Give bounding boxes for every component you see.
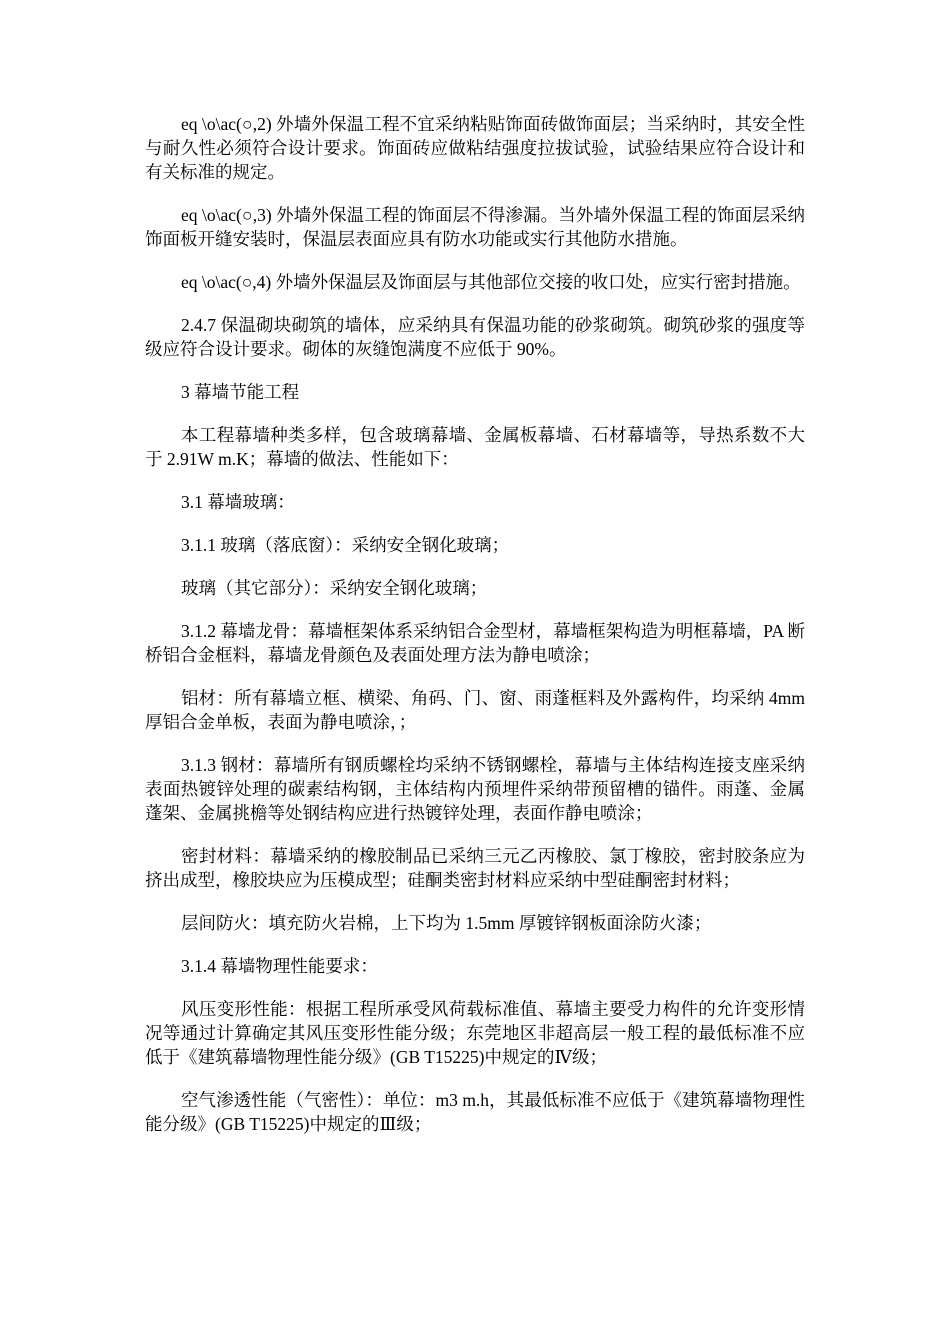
- paragraph-2-4-7: 2.4.7 保温砌块砌筑的墙体，应采纳具有保温功能的砂浆砌筑。砌筑砂浆的强度等级应符合设计要求。砌体的灰缝饱满度不应低于 90%。: [145, 315, 805, 359]
- subsection-heading-3-1-4: 3.1.4 幕墙物理性能要求：: [181, 956, 378, 976]
- document-body: [145, 112, 805, 1136]
- paragraph-3-1-1: 3.1.1 玻璃（落底窗）：采纳安全钢化玻璃；: [181, 535, 510, 555]
- paragraph-wind-pressure: 风压变形性能：根据工程所承受风荷载标准值、幕墙主要受力构件的允许变形情况等通过计算确定其风压变形性能分级；东莞地区非超高层一般工程的最低标准不应低于《建筑幕墙物理性能分级》(GB T15225)中规定的Ⅳ级；: [145, 999, 805, 1067]
- paragraph-facing-tile: eq \o\ac(○,2) 外墙外保温工程不宜采纳粘贴饰面砖做饰面层；当采纳时，其安全性与耐久性必须符合设计要求。饰面砖应做粘结强度拉拔试验，试验结果应符合设计和有关标准的规定。: [145, 114, 805, 182]
- paragraph-3-1-2: 3.1.2 幕墙龙骨：幕墙框架体系采纳铝合金型材，幕墙框架构造为明框幕墙，PA 断桥铝合金框料，幕墙龙骨颜色及表面处理方法为静电喷涂；: [145, 621, 805, 665]
- paragraph-3-1-3: 3.1.3 钢材：幕墙所有钢质螺栓均采纳不锈钢螺栓，幕墙与主体结构连接支座采纳表面热镀锌处理的碳素结构钢，主体结构内预埋件采纳带预留槽的锚件。雨蓬、金属蓬架、金属挑檐等处钢结构应进行热镀锌处理，表面作静电喷涂；: [145, 755, 805, 823]
- paragraph-sealing-edges: eq \o\ac(○,4) 外墙外保温层及饰面层与其他部位交接的收口处，应实行密封措施。: [181, 272, 801, 292]
- subsection-heading-3-1: 3.1 幕墙玻璃：: [181, 492, 295, 512]
- paragraph-sealing-material: 密封材料：幕墙采纳的橡胶制品已采纳三元乙丙橡胶、氯丁橡胶，密封胶条应为挤出成型，橡胶块应为压模成型；硅酮类密封材料应采纳中型硅酮密封材料；: [145, 846, 805, 890]
- paragraph-air-permeability: 空气渗透性能（气密性）：单位：m3 m.h，其最低标准不应低于《建筑幕墙物理性能分级》(GB T15225)中规定的Ⅲ级；: [145, 1090, 805, 1134]
- section-heading-3: 3 幕墙节能工程: [181, 382, 300, 402]
- paragraph-fire-protection: 层间防火：填充防火岩棉，上下均为 1.5mm 厚镀锌钢板面涂防火漆；: [181, 913, 712, 933]
- paragraph-glass-other: 玻璃（其它部分）：采纳安全钢化玻璃；: [181, 578, 488, 598]
- paragraph-aluminum: 铝材：所有幕墙立框、横梁、角码、门、窗、雨蓬框料及外露构件，均采纳 4mm 厚铝合金单板，表面为静电喷涂，；: [145, 688, 805, 732]
- paragraph-facing-leakage: eq \o\ac(○,3) 外墙外保温工程的饰面层不得渗漏。当外墙外保温工程的饰面层采纳饰面板开缝安装时，保温层表面应具有防水功能或实行其他防水措施。: [145, 205, 805, 249]
- paragraph-curtain-wall-intro: 本工程幕墙种类多样，包含玻璃幕墙、金属板幕墙、石材幕墙等，导热系数不大于 2.91W m.K；幕墙的做法、性能如下：: [145, 425, 805, 469]
